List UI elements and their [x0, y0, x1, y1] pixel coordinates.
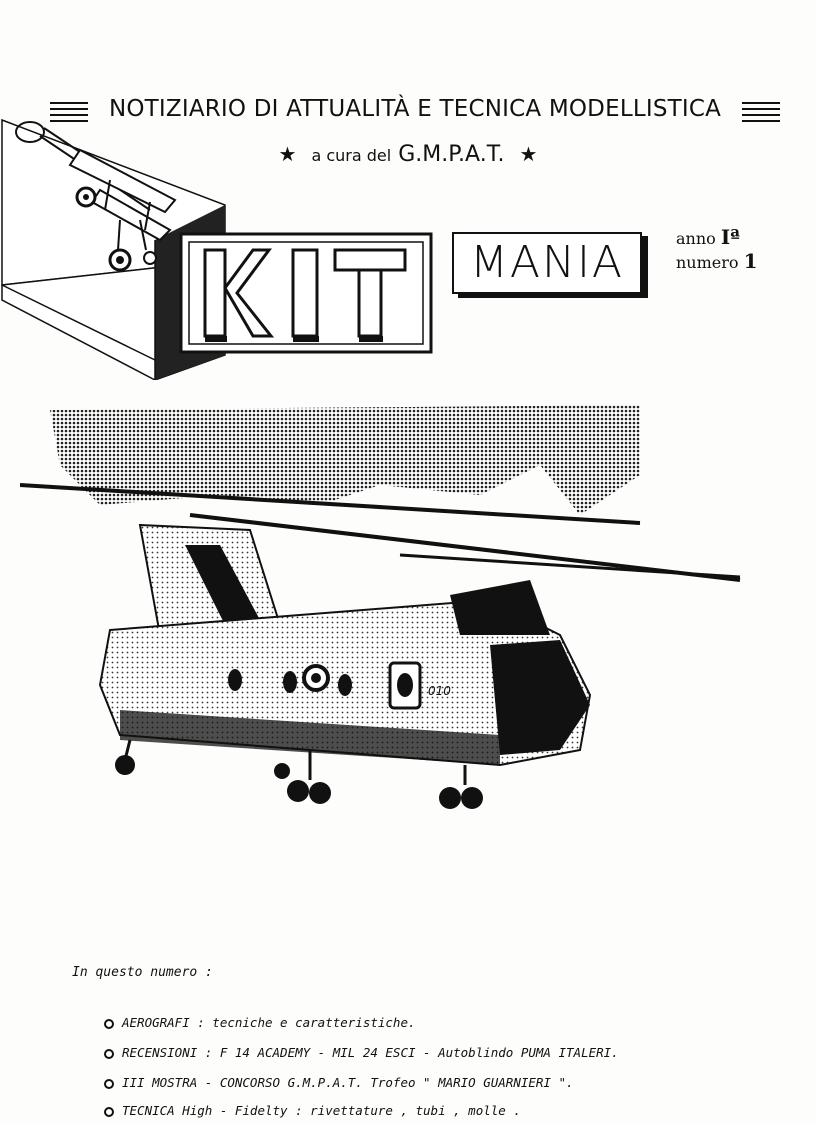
- mania-title-box: [452, 232, 642, 294]
- star-icon: ★: [519, 142, 538, 166]
- bullet-icon: [104, 1049, 114, 1059]
- header-dashes-right: [742, 102, 780, 126]
- contents-item: [104, 1045, 619, 1060]
- curator-name: G.M.P.A.T.: [398, 142, 505, 167]
- contents-item: [104, 1103, 521, 1118]
- contents-item: [104, 1075, 574, 1090]
- contents-item-text: TECNICA High - Fidelty : rivettature , tubi , molle .: [122, 1103, 521, 1118]
- helicopter-marking: 010: [428, 684, 451, 698]
- anno-value: Iª: [720, 225, 740, 249]
- newsletter-title: NOTIZIARIO DI ATTUALITÀ E TECNICA MODELLISTICA: [108, 96, 722, 122]
- issue-info: [676, 226, 758, 274]
- mania-title: MANIA: [469, 237, 625, 288]
- star-icon: ★: [278, 142, 297, 166]
- bullet-icon: [104, 1019, 114, 1029]
- anno-label: anno: [676, 229, 716, 248]
- contents-item-text: RECENSIONI : F 14 ACADEMY - MIL 24 ESCI - Autoblindo PUMA ITALERI.: [122, 1045, 619, 1060]
- numero-label: numero: [676, 253, 739, 272]
- numero-value: 1: [743, 249, 758, 273]
- contents-item: [104, 1015, 416, 1030]
- contents-item-text: III MOSTRA - CONCORSO G.M.P.A.T. Trofeo " MARIO GUARNIERI ".: [122, 1075, 574, 1090]
- contents-title: In questo numero :: [72, 965, 213, 980]
- kit-logo: [175, 228, 437, 358]
- curator-prefix: a cura del: [311, 146, 392, 165]
- contents-item-text: AEROGRAFI : tecniche e caratteristiche.: [122, 1015, 416, 1030]
- bullet-icon: [104, 1079, 114, 1089]
- bullet-icon: [104, 1107, 114, 1117]
- chinook-helicopter-photo: [20, 405, 750, 815]
